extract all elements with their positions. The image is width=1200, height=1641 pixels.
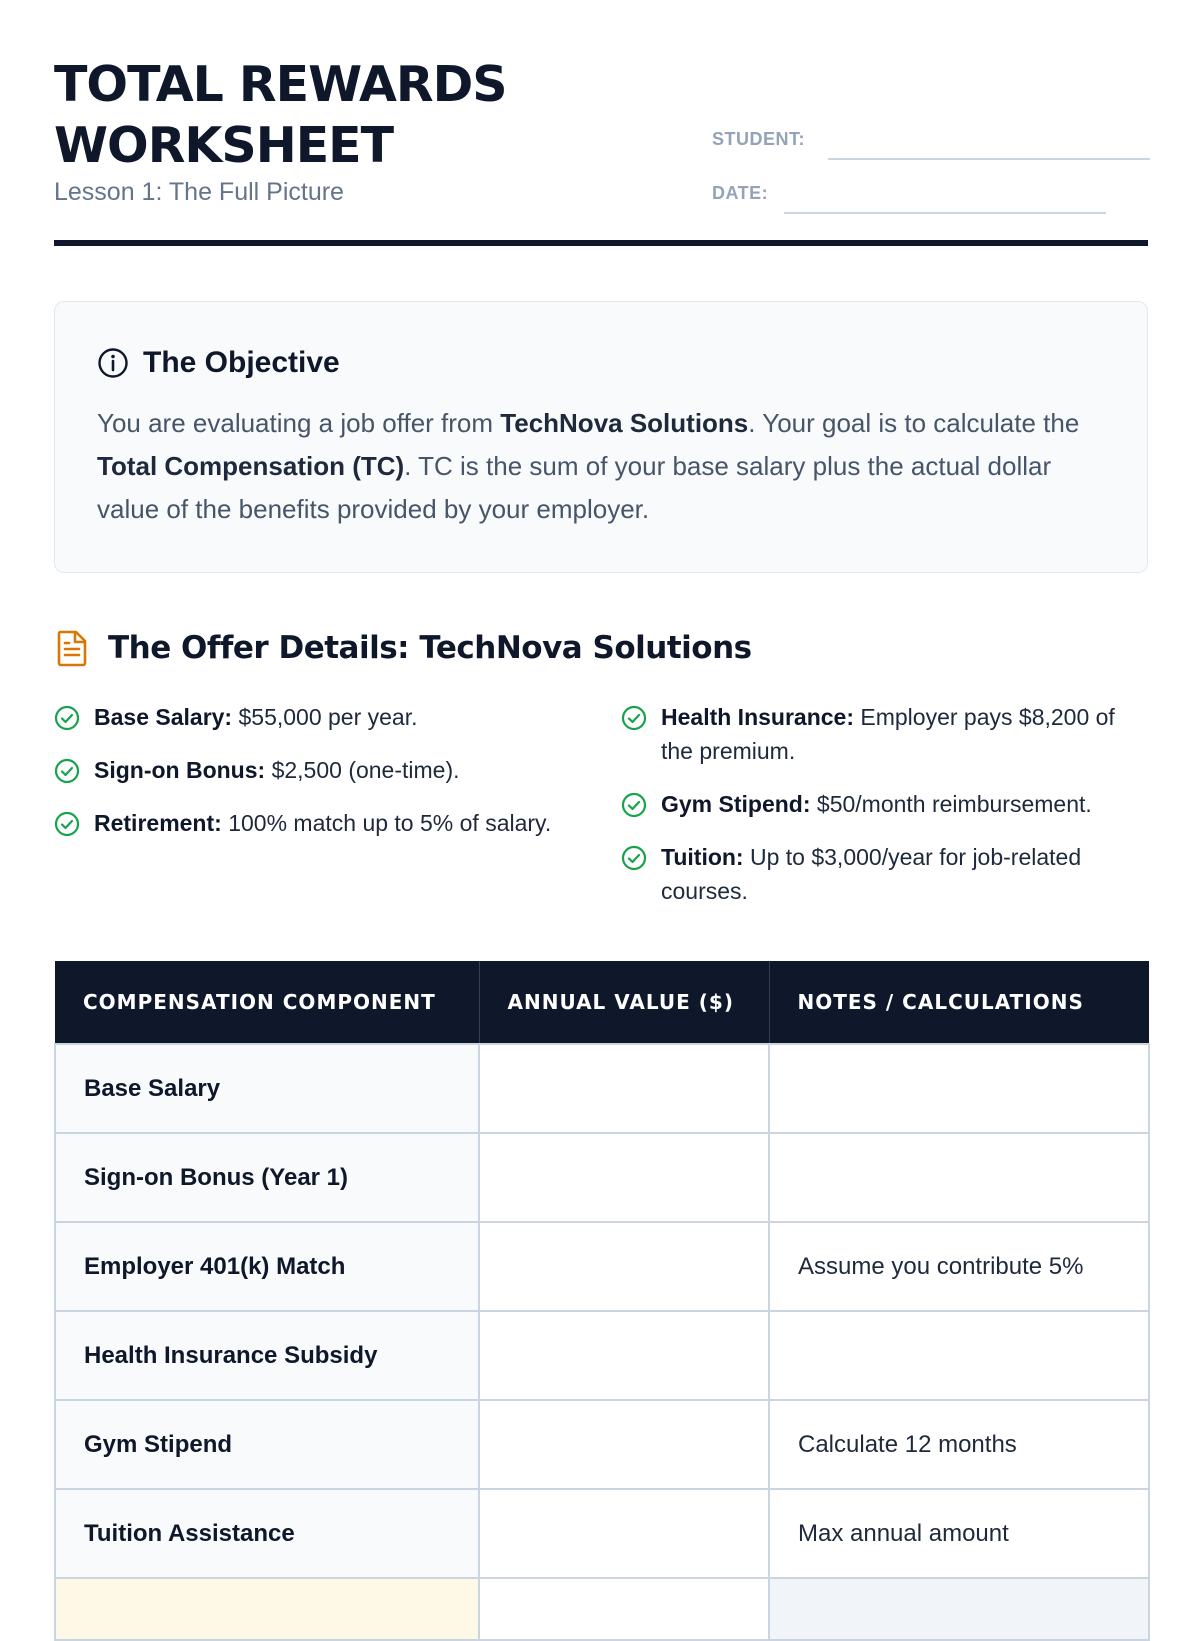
page-title [54,54,507,176]
offer-list-left [54,700,554,840]
notes-cell[interactable] [769,1133,1149,1222]
info-icon [97,347,129,379]
offer-item-label: Sign-on Bonus: [94,757,266,783]
offer-item-text: $50/month reimbursement. [810,791,1092,817]
document-icon [54,629,90,667]
check-circle-icon [621,845,647,871]
offer-title: The Offer Details: TechNova Solutions [108,630,752,666]
component-cell: Gym Stipend [55,1400,479,1489]
offer-item-text: Up to $3,000/year for job-related courses. [661,844,1082,904]
objective-title: The Objective [143,346,340,379]
total-value-cell[interactable] [479,1578,769,1640]
table-row [55,1311,1149,1400]
table-row [55,1133,1149,1222]
offer-item-text: $55,000 per year. [232,704,418,730]
objective-text [97,402,1107,531]
component-cell: Tuition Assistance [55,1489,479,1578]
check-circle-icon [621,792,647,818]
offer-item-label: Base Salary: [94,704,233,730]
list-item [621,840,1151,908]
notes-cell[interactable]: Calculate 12 months [769,1400,1149,1489]
annual-value-cell[interactable] [479,1489,769,1578]
column-header-notes: NOTES / CALCULATIONS [769,961,1149,1044]
list-item [54,753,554,787]
offer-item-label: Tuition: [661,844,744,870]
annual-value-cell[interactable] [479,1311,769,1400]
notes-cell[interactable] [769,1311,1149,1400]
list-item [621,700,1151,768]
column-header-annual-value: ANNUAL VALUE ($) [479,961,769,1044]
student-name-line[interactable] [828,158,1150,160]
objective-heading [97,346,340,380]
check-circle-icon [54,811,80,837]
notes-cell[interactable] [769,1044,1149,1133]
table-row [55,1489,1149,1578]
objective-text-part3: . TC is the sum of your base salary plus the actual dollar value of the benefits provided by your employer. [97,451,1052,524]
notes-cell[interactable]: Max annual amount [769,1489,1149,1578]
offer-item-text: 100% match up to 5% of salary. [221,810,552,836]
total-row [55,1578,1149,1640]
check-circle-icon [54,758,80,784]
offer-item-label: Retirement: [94,810,222,836]
objective-text-part1: You are evaluating a job offer from [97,408,501,438]
offer-item-label: Health Insurance: [661,704,854,730]
date-line[interactable] [784,212,1106,214]
table-row [55,1222,1149,1311]
column-header-component: COMPENSATION COMPONENT [55,961,479,1044]
date-label: DATE: [712,183,769,203]
student-label: STUDENT: [712,129,805,149]
page-title-line2: WORKSHEET [54,117,394,174]
component-cell: Employer 401(k) Match [55,1222,479,1311]
list-item [54,700,554,734]
offer-heading [54,629,752,667]
objective-card [54,301,1148,573]
component-cell: Base Salary [55,1044,479,1133]
total-label-cell [55,1578,479,1640]
annual-value-cell[interactable] [479,1133,769,1222]
offer-item-text: $2,500 (one-time). [265,757,460,783]
total-notes-cell[interactable] [769,1578,1149,1640]
offer-item-label: Gym Stipend: [661,791,811,817]
check-circle-icon [621,705,647,731]
objective-tc-term: Total Compensation (TC) [97,451,405,481]
notes-cell[interactable]: Assume you contribute 5% [769,1222,1149,1311]
check-circle-icon [54,705,80,731]
table-header-row [55,961,1149,1044]
table-row [55,1400,1149,1489]
offer-item-text: Employer pays $8,200 of the premium. [661,704,1115,764]
page-title-line1: TOTAL REWARDS [54,56,507,113]
component-cell: Sign-on Bonus (Year 1) [55,1133,479,1222]
offer-list-right [621,700,1151,908]
objective-company: TechNova Solutions [500,408,749,438]
compensation-table [54,961,1150,1641]
objective-text-part2: . Your goal is to calculate the [748,408,1080,438]
component-cell: Health Insurance Subsidy [55,1311,479,1400]
list-item [621,787,1151,821]
annual-value-cell[interactable] [479,1222,769,1311]
header-divider [54,240,1148,246]
annual-value-cell[interactable] [479,1044,769,1133]
table-row [55,1044,1149,1133]
lesson-subtitle: Lesson 1: The Full Picture [54,178,344,206]
annual-value-cell[interactable] [479,1400,769,1489]
list-item [54,806,554,840]
